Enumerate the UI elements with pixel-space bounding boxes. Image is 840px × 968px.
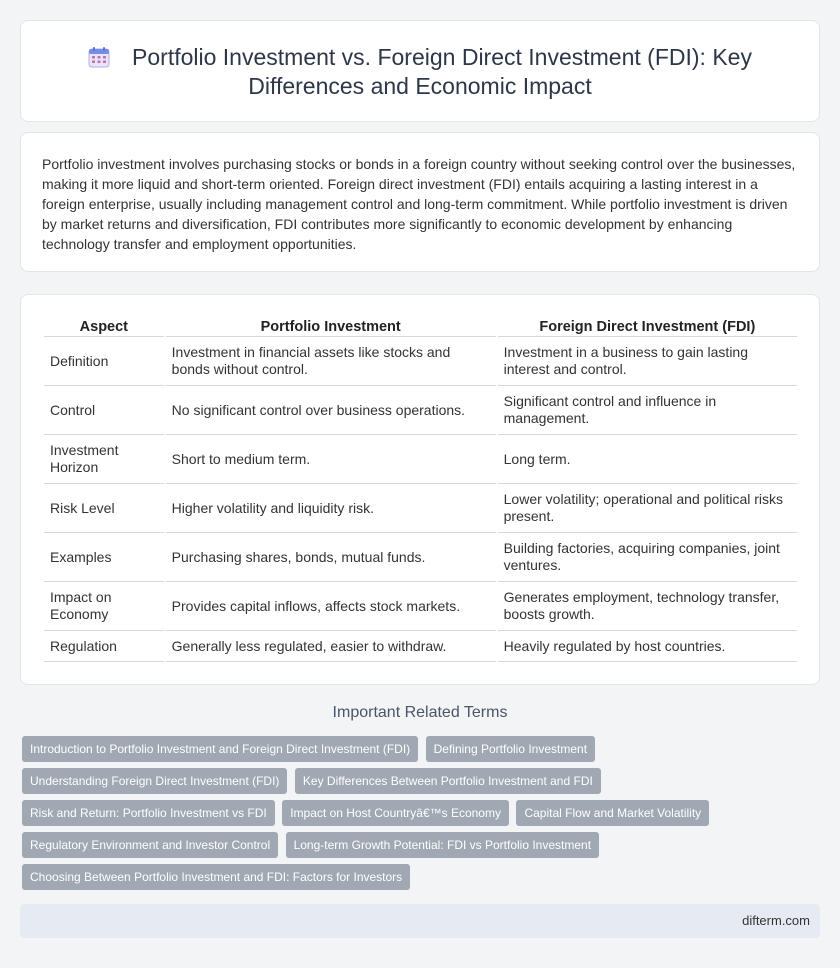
row-fdi: Significant control and influence in management. — [498, 386, 797, 435]
row-aspect: Regulation — [44, 631, 164, 662]
title-wrap — [61, 43, 779, 101]
footer-site-name: difterm.com — [742, 913, 810, 928]
row-fdi: Long term. — [498, 435, 797, 484]
table-row — [44, 484, 797, 533]
table-row — [44, 435, 797, 484]
row-aspect: Impact on Economy — [44, 582, 164, 631]
row-portfolio: Provides capital inflows, affects stock markets. — [166, 582, 496, 631]
row-fdi: Lower volatility; operational and political risks present. — [498, 484, 797, 533]
column-header-aspect: Aspect — [44, 317, 164, 337]
comparison-table — [42, 317, 799, 662]
intro-paragraph: Portfolio investment involves purchasing stocks or bonds in a foreign country without seeking control over the businesses, making it more liquid and short-term oriented. Foreign direct investment (FDI) entails acquiring a lasting interest in a foreign enterprise, usually including management control and long-term commitment. While portfolio investment is driven by market returns and diversification, FDI contributes more significantly to economic development by enhancing technology transfer and employment opportunities. — [42, 156, 796, 252]
row-fdi: Heavily regulated by host countries. — [498, 631, 797, 662]
row-portfolio: Generally less regulated, easier to withdraw. — [166, 631, 496, 662]
row-aspect: Risk Level — [44, 484, 164, 533]
related-term-tag[interactable]: Choosing Between Portfolio Investment and FDI: Factors for Investors — [22, 864, 410, 890]
related-term-tag[interactable]: Capital Flow and Market Volatility — [516, 800, 709, 826]
related-term-tag[interactable]: Key Differences Between Portfolio Investment and FDI — [295, 768, 601, 794]
page-title — [61, 43, 779, 101]
related-term-tag[interactable]: Risk and Return: Portfolio Investment vs FDI — [22, 800, 275, 826]
row-fdi: Building factories, acquiring companies, joint ventures. — [498, 533, 797, 582]
row-fdi: Generates employment, technology transfer, boosts growth. — [498, 582, 797, 631]
row-portfolio: Higher volatility and liquidity risk. — [166, 484, 496, 533]
page-title-text: Portfolio Investment vs. Foreign Direct Investment (FDI): Key Differences and Economic Impact — [132, 44, 752, 99]
table-row — [44, 631, 797, 662]
related-term-tag[interactable]: Impact on Host Countryâ€™s Economy — [282, 800, 509, 826]
column-header-portfolio: Portfolio Investment — [166, 317, 496, 337]
header-card — [20, 20, 820, 122]
comparison-card — [20, 294, 820, 685]
table-row — [44, 582, 797, 631]
related-term-tag[interactable]: Regulatory Environment and Investor Control — [22, 832, 278, 858]
related-term-tag[interactable]: Defining Portfolio Investment — [426, 736, 595, 762]
related-terms-heading: Important Related Terms — [332, 704, 508, 721]
calendar-icon — [88, 46, 110, 68]
row-fdi: Investment in a business to gain lasting interest and control. — [498, 337, 797, 386]
related-term-tag[interactable]: Understanding Foreign Direct Investment (FDI) — [22, 768, 287, 794]
row-portfolio: No significant control over business operations. — [166, 386, 496, 435]
footer — [20, 904, 820, 938]
related-term-tag[interactable]: Introduction to Portfolio Investment and Foreign Direct Investment (FDI) — [22, 736, 418, 762]
row-aspect: Examples — [44, 533, 164, 582]
table-row — [44, 337, 797, 386]
related-term-tag[interactable]: Long-term Growth Potential: FDI vs Portfolio Investment — [286, 832, 599, 858]
intro-card — [20, 132, 820, 272]
table-row — [44, 386, 797, 435]
table-header-row — [44, 317, 797, 337]
row-aspect: Definition — [44, 337, 164, 386]
row-aspect: Investment Horizon — [44, 435, 164, 484]
column-header-fdi: Foreign Direct Investment (FDI) — [498, 317, 797, 337]
row-portfolio: Short to medium term. — [166, 435, 496, 484]
row-aspect: Control — [44, 386, 164, 435]
table-row — [44, 533, 797, 582]
related-terms-list — [22, 736, 812, 896]
row-portfolio: Purchasing shares, bonds, mutual funds. — [166, 533, 496, 582]
row-portfolio: Investment in financial assets like stocks and bonds without control. — [166, 337, 496, 386]
